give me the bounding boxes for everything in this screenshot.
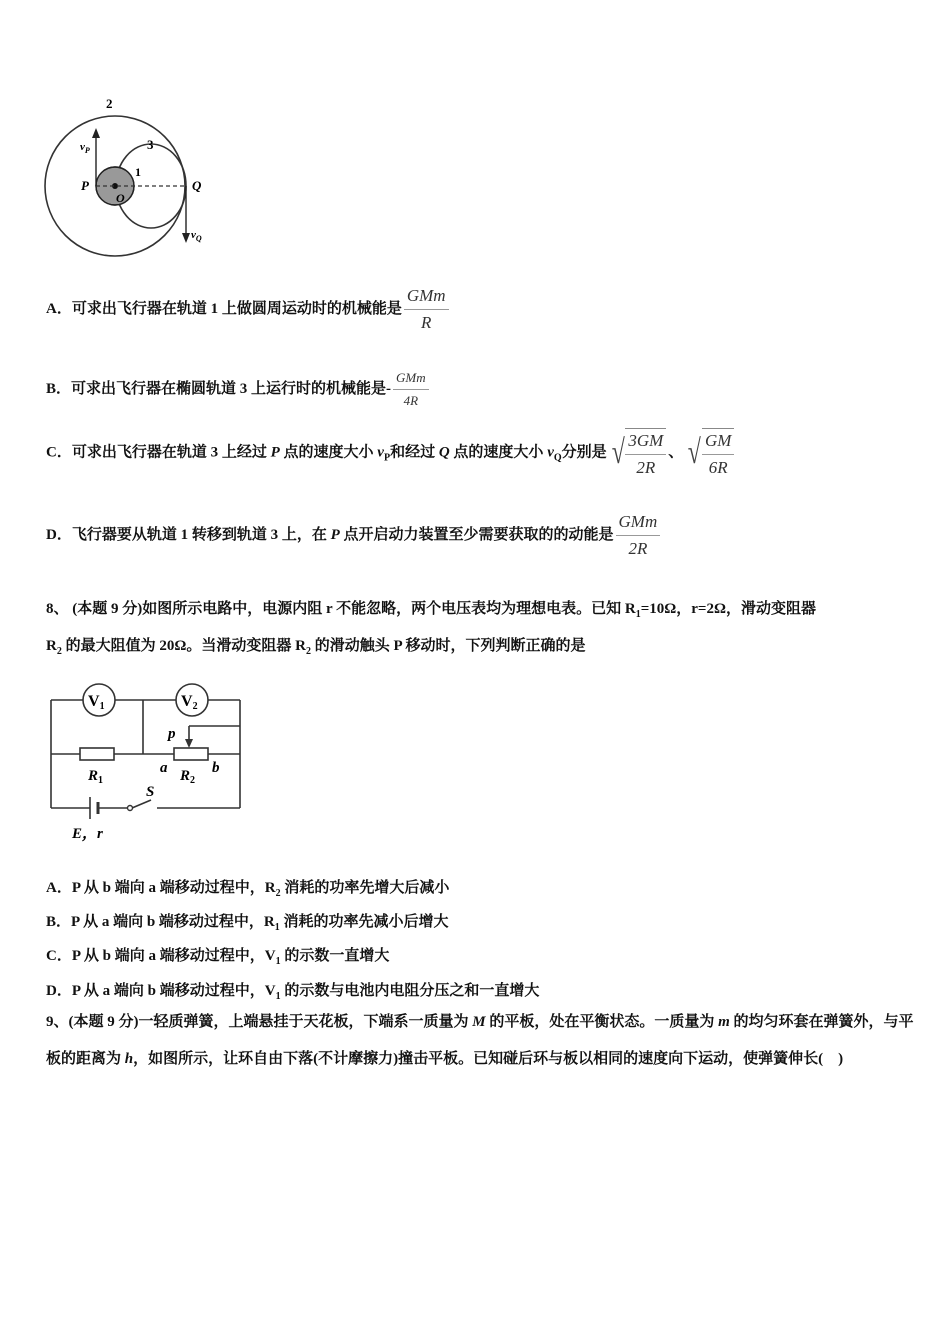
label-2: 2 [106,96,113,111]
svg-text:a: a [160,760,168,776]
svg-text:V2: V2 [181,693,198,712]
q8-option-c: C．P 从 b 端向 a 端移动过程中，$V_1$ 的示数一直增大 [46,948,390,967]
svg-text:E，r: E，r [72,826,103,842]
label-p: P [81,178,89,193]
q8-option-a: A．P 从 b 端向 a 端移动过程中，$R_2$ 消耗的功率先增大后减小 [46,880,450,899]
label-vp: $v_P$ [80,141,90,155]
vq-arrow-head [182,233,190,243]
svg-text:b: b [212,760,220,776]
svg-text:V1: V1 [88,693,105,712]
circuit-figure [44,676,249,846]
q9-stem: 9、(本题 9 分)一轻质弹簧，上端悬挂于天花板，下端系一质量为 M 的平板，处在平衡状态。一质量为 m 的均匀环套在弹簧外，与平板的距离为 h，如图所示，让环自由下落(不计摩擦力)撞击平板。已知碰后环与板以相同的速度向下运动，使弹簧伸长( ) [46,1014,914,1067]
svg-text:S: S [146,784,155,800]
vp-arrow-head [92,128,100,138]
q7-option-a-fraction: $\frac{\text{GMm}}{R}$ [404,286,449,333]
svg-text:R1: $R_1$ [88,768,104,786]
q7-option-b-fraction: $\frac{\text{GMm}}{4R}$ [393,370,429,409]
orbit-figure [40,92,220,257]
sqrt-1: √ $\frac{3GM}{2R}$ [609,428,667,478]
switch-contact [128,806,133,811]
q7-option-c: C．可求出飞行器在轨道 3 上经过 P 点的速度大小 $v_P$和经过 Q 点的速度大小 $v_Q$分别是 √ $\frac{3GM}{2R}$ 、 √ $\frac{GM}{6R}$ [46,428,736,478]
q8-option-b: B．P 从 a 端向 b 端移动过程中，$R_1$ 消耗的功率先减小后增大 [46,914,449,933]
label-q: Q [192,178,202,193]
rheostat-r2 [174,748,208,760]
sqrt-2: √ $\frac{GM}{6R}$ [685,428,734,478]
q8-stem-line-2: $R_2$ 的最大阻值为 20Ω。当滑动变阻器 $R_2$ 的滑动触头 P 移动时，下列判断正确的是 [46,638,586,657]
q7-option-d: D．飞行器要从轨道 1 转移到轨道 3 上，在 P 点开启动力装置至少需要获取的的动能是 $\frac{\text{GMm}}{2R}$ [46,512,662,559]
label-3: 3 [147,137,154,152]
svg-text:p: p [168,726,176,742]
q7-option-a-text: A．可求出飞行器在轨道 1 上做圆周运动时的机械能是 [46,300,402,317]
q7-option-d-fraction: $\frac{\text{GMm}}{2R}$ [616,512,661,559]
label-o: O [116,191,125,205]
q8-stem-line-1: 8、 (本题 9 分)如图所示电路中，电源内阻 r 不能忽略，两个电压表均为理想电表。已知 $R_1=10\Omega$，r=2Ω，滑动变阻器 [46,601,816,620]
q7-option-b-text: B．可求出飞行器在椭圆轨道 3 上运行时的机械能是- [46,380,392,397]
q7-option-a [46,286,451,333]
label-vq: $v_Q$ [191,229,202,243]
q8-option-d: D．P 从 a 端向 b 端移动过程中，$V_1$ 的示数与电池内电阻分压之和一直增大 [46,983,540,1002]
resistor-r1 [80,748,114,760]
slider-arrow [185,739,193,748]
label-1: 1 [135,165,141,179]
svg-text:R2: $R_2$ [180,768,196,786]
q7-option-b [46,370,431,409]
